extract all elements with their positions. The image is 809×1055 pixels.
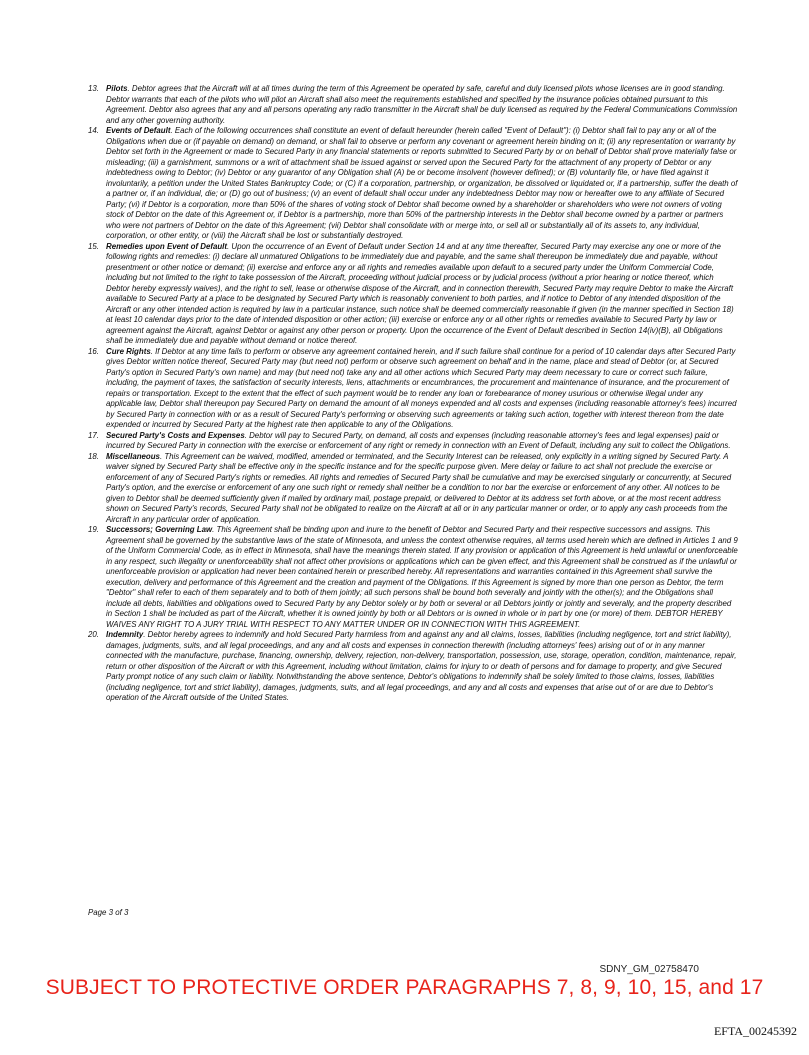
agreement-sections <box>88 84 738 704</box>
section-title: Miscellaneous <box>106 451 160 461</box>
section-number: 13. <box>88 84 99 93</box>
section-title: Secured Party's Costs and Expenses <box>106 430 245 440</box>
section-title: Successors; Governing Law <box>106 525 213 534</box>
section-1 <box>88 126 738 242</box>
section-number: 20. <box>88 630 99 639</box>
section-body: . If Debtor at any time fails to perform or observe any agreement contained herein, and if such failure shall continue for a period of 10 calendar days after Secured Party gives Debtor written notice thereof, Secured Party may (but need not) perform or observe such agreement on behalf and in the name, place and stead of Debtor (or, at Secured Party's option in Secured Party's own name) and may (but need not) take any and all other actions which Secured Party may deem necessary to cure or correct such failure, including, the payment of taxes, the satisfaction of security interests, liens, attachments or encumbrances, the procurement and maintenance of insurance, and the procurement of repairs or transportation. Except to the extent that the effect of such payment would be to render any loan or forebearance of money usurious or otherwise illegal under any applicable law, Debtor shall thereupon pay Secured Party on demand the amount of all moneys expended and all costs and expenses (including reasonable attorney's fees) incurred by Secured Party in connection with or as a result of Secured Party's performing or observing such agreements or taking such action, together with interest thereon from the date expended or incurred by Secured Party at the highest rate then applicable to any of the Obligations. <box>106 346 737 429</box>
section-number: 14. <box>88 126 99 135</box>
section-number: 18. <box>88 451 99 461</box>
section-title: Cure Rights <box>106 346 151 356</box>
section-3 <box>88 347 738 431</box>
section-6 <box>88 525 738 630</box>
section-5 <box>88 452 738 526</box>
bates-number: SDNY_GM_02758470 <box>599 964 699 975</box>
section-body: . Upon the occurrence of an Event of Default under Section 14 and at any time thereafter, Secured Party may exercise any one or more of the following rights and remedies: (i) declare all unmatured Obligations to be immediately due and payable, and the same shall thereupon be immediately due and payable, without presentment or other notice or demand; (ii) exercise and enforce any or all rights and remedies available upon default to a secured party under the Uniform Commercial Code, including but not limited to the right to take possession of the Aircraft, proceeding without judicial process or by judicial process (without a prior hearing or notice thereof, which Debtor hereby expressly waives), and the right to sell, lease or otherwise dispose of the Aircraft, and in connection therewith, Secured Party may require Debtor to make the Aircraft available to Secured Party at a place to be designated by Secured Party which is reasonably convenient to both parties, and if notice to Debtor of any intended disposition of the Aircraft or any other intended action is required by law in a particular instance, such notice shall be deemed commercially reasonable if given (in the manner specified in Section 18) at least 10 calendar days prior to the date of intended disposition or other action; (iii) exercise or enforce any or all other rights or remedies available to Secured Party by law or agreement against the Aircraft, against Debtor or against any other person or property. Upon the occurrence of the Event of Default described in Section 14(iv)(B), all Obligations shall be immediately due and payable without demand or notice thereof. <box>106 241 734 345</box>
section-number: 15. <box>88 241 99 251</box>
section-title: Remedies upon Event of Default <box>106 241 228 251</box>
section-body: . Debtor will pay to Secured Party, on demand, all costs and expenses (including reasonable attorney's fees and legal expenses) paid or incurred by Secured Party in connection with the exercise or enforcement of any right or remedy in connection with an Event of Default, including any suit to collect the Obligations. <box>106 430 731 450</box>
page-number: Page 3 of 3 <box>88 908 129 917</box>
section-title: Indemnity <box>106 630 144 639</box>
efta-number: EFTA_00245392 <box>713 1024 797 1038</box>
section-body: . Debtor hereby agrees to indemnify and hold Secured Party harmless from and against any and all claims, losses, liabilities (including negligence, tort and strict liability), damages, judgments, suits, and all legal proceedings, and any and all costs and expenses in connection therewith (including attorneys' fees) arising out of or in any manner connected with the manufacture, purchase, financing, ownership, delivery, rejection, non-delivery, transportation, possession, use, storage, operation, condition, maintenance, repair, return or other disposition of the Aircraft or with this Agreement, including without limitation, claims for injury to or death of persons and for damage to property, and give Secured Party prompt notice of any such claim or liability. Notwithstanding the above sentence, Debtor's obligations to indemnify shall be solely limited to those claims, losses, liabilities (including negligence, tort and strict liability), damages, judgments, suits, and all legal proceedings, and any and all costs and expenses that arise out of or are due to Debtor's operation of the Aircraft outside of the United States. <box>106 630 737 702</box>
section-2 <box>88 242 738 347</box>
section-4 <box>88 431 738 452</box>
section-body: . This Agreement can be waived, modified, amended or terminated, and the Security Interest can be released, only explicitly in a writing signed by Secured Party. A waiver signed by Secured Party shall be effective only in the specific instance and for the specific purpose given. Mere delay or failure to act shall not preclude the exercise or enforcement of any of Secured Party's rights or remedies. All rights and remedies of Secured Party shall be cumulative and may be exercised singularly or concurrently, at Secured Party's option, and the exercise or enforcement of any one such right or remedy shall neither be a condition to nor bar the exercise or enforcement of any other. All notices to be given to Debtor shall be deemed sufficiently given if mailed by ordinary mail, postage prepaid, or delivered to Debtor at its address set forth above, or at the most recent address shown on Secured Party's records, Secured Party shall not be obligated to realize on the Aircraft at all or in any particular manner or order, or to apply any cash proceeds from the Aircraft in any particular order of application. <box>106 451 732 524</box>
section-title: Pilots <box>106 84 128 93</box>
section-body: . Each of the following occurrences shall constitute an event of default hereunder (herein called "Event of Default"): (i) Debtor shall fail to pay any or all of the Obligations when due or (if payable on demand) on demand, or shall fail to observe or perform any covenant or agreement herein binding on it; (ii) any representation or warranty by Debtor set forth in the Agreement or made to Secured Party in any financial statements or reports submitted to Secured Party by or on behalf of Debtor shall prove materially false or misleading; (iii) a garnishment, summons or a writ of attachment shall be issued against or served upon the Secured Party for the attachment of any property of Debtor or any indebtedness owing to Debtor; (iv) Debtor or any guarantor of any Obligation shall (A) be or become insolvent (however defined); or (B) voluntarily file, or have filed against it involuntarily, a petition under the United States Bankruptcy Code; or (C) if a corporation, partnership, or organization, be dissolved or liquidated or, if a partnership, suffer the death of a partner or, if an individual, die; or (D) go out of business; (v) an event of default shall occur under any indebtedness Debtor may now or hereafter owe to any affiliate of Secured Party; (vi) if Debtor is a corporation, more than 50% of the shares of voting stock of Debtor shall become owned by a shareholder or shareholders who were not owners of voting stock of Debtor on the date of this Agreement or, if Debtor is a partnership, more than 50% of the partnership interests in the Debtor shall become owned by a partner or partners who were not partners of Debtor on the date of this Agreement; (vii) Debtor shall consolidate with or merge into, or sell all or substantially all of its assets to, any individual, corporation, or other entity, or (viii) the Aircraft shall be lost or substantially destroyed. <box>106 126 738 240</box>
section-title: Events of Default <box>106 126 171 135</box>
section-0 <box>88 84 738 126</box>
protective-order-stamp: SUBJECT TO PROTECTIVE ORDER PARAGRAPHS 7, 8, 9, 10, 15, and 17 <box>45 976 764 999</box>
section-body: . This Agreement shall be binding upon and inure to the benefit of Debtor and Secured Party and their respective successors and assigns. This Agreement shall be governed by the substantive laws of the state of Minnesota, and unless the context otherwise requires, all terms used herein which are defined in Articles 1 and 9 of the Uniform Commercial Code, as in effect in Minnesota, shall have the meanings therein stated. If any provision or application of this Agreement is held unlawful or unenforceable in any respect, such illegality or unenforceability shall not affect other provisions or applications which can be given effect, and this Agreement shall be construed as if the unlawful or unenforceable provision or application had never been contained herein or prescribed hereby. All representations and warranties contained in this Agreement shall survive the execution, delivery and performance of this Agreement and the creation and payment of the Obligations. If this Agreement is signed by more than one person as Debtor, the term "Debtor" shall refer to each of them separately and to both of them jointly; all such persons shall be bound both severally and jointly with the other(s); and the Obligations shall include all debts, liabilities and obligations owed to Secured Party by any Debtor solely or by both or several or all Debtors jointly or jointly and severally, and the property described in Section 1 shall be included as part of the Aircraft, whether it is owned jointly by both or all Debtors or is owned in whole or in part by one (or more) of them. DEBTOR HEREBY WAIVES ANY RIGHT TO A JURY TRIAL WITH RESPECT TO ANY MATTER UNDER OR IN CONNECTION WITH THIS AGREEMENT. <box>106 525 738 629</box>
section-7 <box>88 630 738 704</box>
section-number: 16. <box>88 346 99 356</box>
section-number: 17. <box>88 430 99 440</box>
section-number: 19. <box>88 525 99 534</box>
section-body: . Debtor agrees that the Aircraft will at all times during the term of this Agreement be operated by safe, careful and duly licensed pilots whose licenses are in good standing. Debtor warrants that each of the pilots who will pilot an Aircraft shall also meet the requirements established and specified by the insurance policies obtained pursuant to this Agreement. Debtor also agrees that any and all persons operating any radio transmitter in the Aircraft shall be duly licensed as required by the Federal Communications Commission and any other governing authority. <box>106 84 738 125</box>
